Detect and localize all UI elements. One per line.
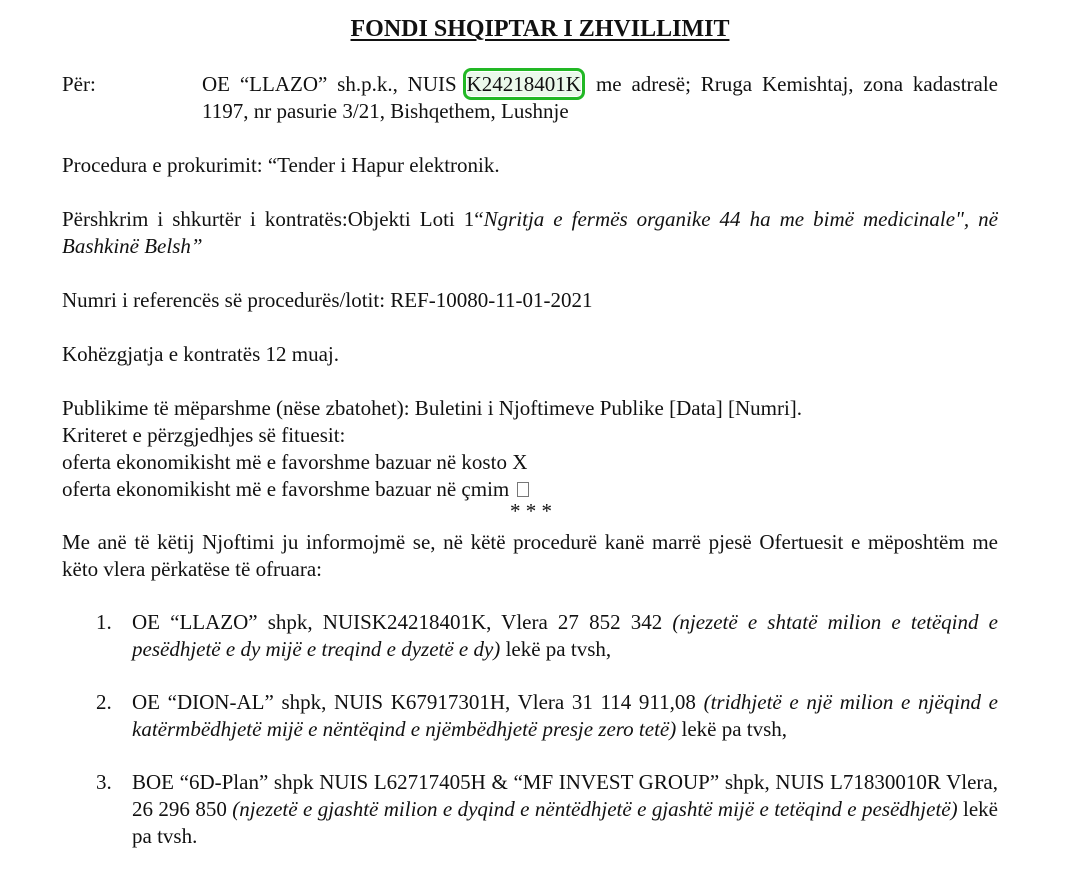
list-item — [96, 609, 998, 663]
per-address — [202, 71, 998, 125]
duration-line: Kohëzgjatja e kontratës 12 muaj. — [62, 342, 339, 366]
list-number: 3. — [96, 770, 112, 794]
bidder-text: BOE “6D-Plan” shpk NUIS L62717405H & “MF INVEST GROUP” shpk, NUIS L71830010R Vlera, 26 296 850 (njezetë e gjashtë milion e dyqind e nëntëdhjetë e gjashtë mijë e tetëqind e pesëdhjetë) lekë pa tvsh. — [132, 770, 998, 848]
list-item — [96, 689, 998, 743]
per-label: Për: — [62, 72, 96, 96]
list-item — [96, 769, 998, 850]
list-number: 2. — [96, 690, 112, 714]
per-prefix: OE “LLAZO” sh.p.k., NUIS — [202, 72, 467, 96]
separator-stars: * * * — [510, 499, 552, 523]
bidder-text: OE “LLAZO” shpk, NUISK24218401K, Vlera 27 852 342 (njezetë e shtatë milion e tetëqind e pesëdhjetë e dy mijë e treqind e dyzetë e dy) lekë pa tvsh, — [132, 610, 998, 661]
bidder-text: OE “DION-AL” shpk, NUIS K67917301H, Vlera 31 114 911,08 (tridhjetë e një milion e njëqind e katërmbëdhjetë mijë e nëntëqind e njëmbëdhjetë presje zero tetë) lekë pa tvsh, — [132, 690, 998, 741]
criteria-label: Kriteret e përzgjedhjes së fituesit: — [62, 423, 346, 447]
publications-line: Publikime të mëparshme (nëse zbatohet): Buletini i Njoftimeve Publike [Data] [Numri]. — [62, 396, 803, 420]
document-title: FONDI SHQIPTAR I ZHVILLIMIT — [350, 16, 730, 42]
reference-line: Numri i referencës së procedurës/lotit: REF-10080-11-01-2021 — [62, 288, 593, 312]
procedure-line: Procedura e prokurimit: “Tender i Hapur elektronik. — [62, 153, 500, 177]
nuis-highlight[interactable]: K24218401K — [466, 72, 581, 96]
per-suffix: , me adresë; Rruga Kemishtaj, zona kadastrale 1197, nr pasurie 3/21, Bishqethem, Lushnje — [202, 72, 998, 123]
checkbox-icon — [517, 482, 529, 497]
list-number: 1. — [96, 610, 112, 634]
contract-description — [62, 206, 998, 260]
criteria-cost: oferta ekonomikisht më e favorshme bazuar në kosto X — [62, 450, 528, 474]
description-object: Ngritja e fermës organike 44 ha me bimë medicinale", në Bashkinë Belsh” — [62, 207, 999, 258]
description-prefix: Përshkrim i shkurtër i kontratës:Objekti Loti 1“ — [62, 207, 484, 231]
criteria-price: oferta ekonomikisht më e favorshme bazuar në çmim — [62, 477, 510, 501]
intro-paragraph: Me anë të këtij Njoftimi ju informojmë se, në këtë procedurë kanë marrë pjesë Ofertuesit e mëposhtëm me këto vlera përkatëse të ofruara: — [62, 530, 998, 581]
